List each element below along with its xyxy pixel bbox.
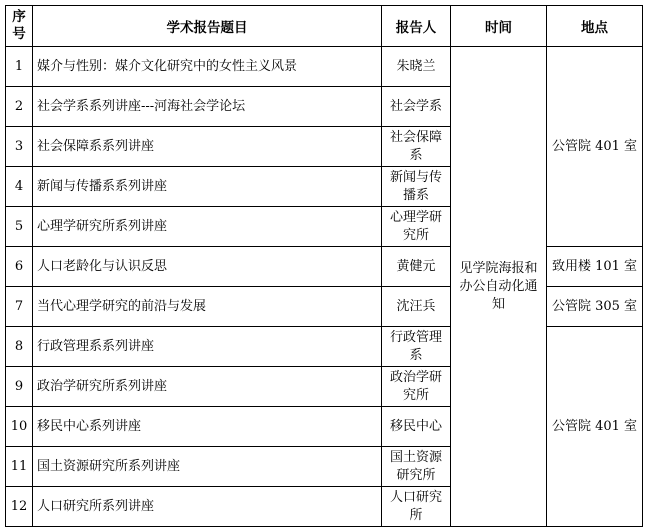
row-num: 4 (6, 167, 33, 207)
place-cell: 致用楼 101 室 (547, 247, 643, 287)
row-num: 12 (6, 487, 33, 527)
table-row (6, 287, 643, 327)
header-speaker: 报告人 (382, 6, 451, 47)
table-row (6, 327, 643, 367)
row-num: 10 (6, 407, 33, 447)
row-speaker: 朱晓兰 (382, 47, 451, 87)
row-speaker: 心理学研究所 (382, 207, 451, 247)
row-title: 当代心理学研究的前沿与发展 (33, 287, 382, 327)
table-header-row (6, 6, 643, 47)
row-num: 11 (6, 447, 33, 487)
row-title: 移民中心系列讲座 (33, 407, 382, 447)
header-place: 地点 (547, 6, 643, 47)
header-title: 学术报告题目 (33, 6, 382, 47)
row-speaker: 社会学系 (382, 87, 451, 127)
row-speaker: 政治学研究所 (382, 367, 451, 407)
lecture-schedule-table (5, 5, 643, 527)
place-cell: 公管院 305 室 (547, 287, 643, 327)
row-speaker: 行政管理系 (382, 327, 451, 367)
row-speaker: 新闻与传播系 (382, 167, 451, 207)
row-title: 媒介与性别：媒介文化研究中的女性主义风景 (33, 47, 382, 87)
header-num: 序号 (6, 6, 33, 47)
row-speaker: 沈汪兵 (382, 287, 451, 327)
place-cell: 公管院 401 室 (547, 327, 643, 527)
row-title: 社会学系系列讲座---河海社会学论坛 (33, 87, 382, 127)
place-cell: 公管院 401 室 (547, 47, 643, 247)
row-num: 2 (6, 87, 33, 127)
row-title: 政治学研究所系列讲座 (33, 367, 382, 407)
row-speaker: 黄健元 (382, 247, 451, 287)
row-title: 行政管理系系列讲座 (33, 327, 382, 367)
row-num: 3 (6, 127, 33, 167)
table-row (6, 247, 643, 287)
row-title: 人口老龄化与认识反思 (33, 247, 382, 287)
table-row (6, 47, 643, 87)
row-num: 1 (6, 47, 33, 87)
row-num: 5 (6, 207, 33, 247)
row-title: 人口研究所系列讲座 (33, 487, 382, 527)
row-speaker: 移民中心 (382, 407, 451, 447)
row-num: 8 (6, 327, 33, 367)
header-time: 时间 (451, 6, 547, 47)
row-num: 9 (6, 367, 33, 407)
time-cell: 见学院海报和办公自动化通知 (451, 47, 547, 527)
row-speaker: 国土资源研究所 (382, 447, 451, 487)
row-num: 6 (6, 247, 33, 287)
row-title: 心理学研究所系列讲座 (33, 207, 382, 247)
row-title: 新闻与传播系系列讲座 (33, 167, 382, 207)
row-title: 国土资源研究所系列讲座 (33, 447, 382, 487)
row-title: 社会保障系系列讲座 (33, 127, 382, 167)
row-speaker: 人口研究所 (382, 487, 451, 527)
row-speaker: 社会保障系 (382, 127, 451, 167)
row-num: 7 (6, 287, 33, 327)
